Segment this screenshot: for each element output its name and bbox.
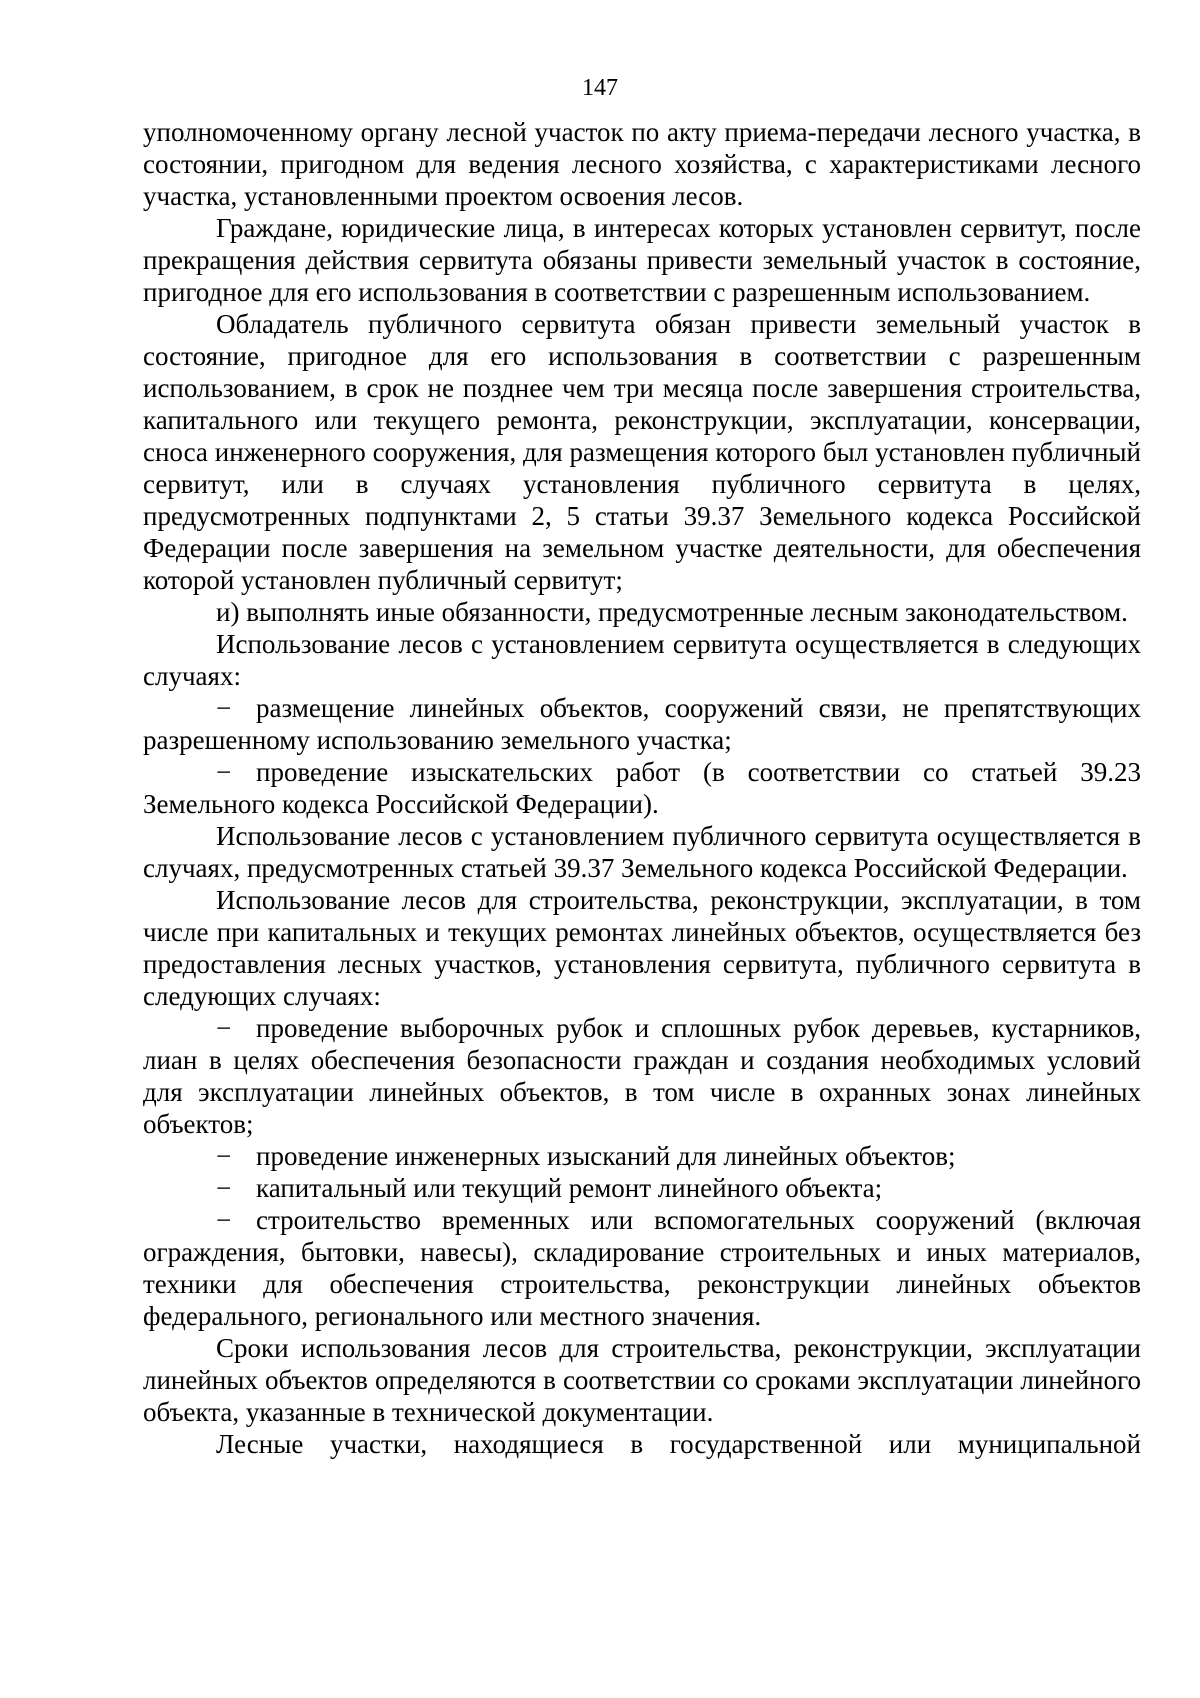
dash-bullet: − bbox=[216, 693, 232, 723]
paragraph: Обладатель публичного сервитута обязан привести земельный участок в состояние, пригодное для его использования в соответствии с разрешенным использованием, в срок не позднее чем три месяца после завершения строительства, капитального или текущего ремонта, реконструкции, эксплуатации, консервации, сноса инженерного сооружения, для размещения которого был установлен публичный сервитут, или в случаях установления публичного сервитута в целях, предусмотренных подпунктами 2, 5 статьи 39.37 Земельного кодекса Российской Федерации после завершения на земельном участке деятельности, для обеспечения которой установлен публичный сервитут; bbox=[143, 309, 1141, 595]
list-item bbox=[143, 692, 1141, 756]
list-item-text: проведение изыскательских работ (в соответствии со статьей 39.23 Земельного кодекса Российской Федерации). bbox=[143, 757, 1141, 819]
list-item bbox=[143, 1012, 1141, 1140]
list-item-text: размещение линейных объектов, сооружений связи, не препятствующих разрешенному использованию земельного участка; bbox=[143, 693, 1141, 755]
body-text bbox=[143, 116, 1141, 1460]
list-item-text: капитальный или текущий ремонт линейного объекта; bbox=[256, 1173, 883, 1203]
paragraph: Использование лесов с установлением сервитута осуществляется в следующих случаях: bbox=[143, 629, 1141, 691]
dash-bullet: − bbox=[216, 757, 232, 787]
dash-bullet: − bbox=[216, 1141, 232, 1171]
dash-bullet: − bbox=[216, 1205, 232, 1235]
paragraph: Сроки использования лесов для строительства, реконструкции, эксплуатации линейных объектов определяются в соответствии со сроками эксплуатации линейного объекта, указанные в технической документации. bbox=[143, 1333, 1141, 1427]
list-item-text: проведение выборочных рубок и сплошных рубок деревьев, кустарников, лиан в целях обеспечения безопасности граждан и создания необходимых условий для эксплуатации линейных объектов, в том числе в охранных зонах линейных объектов; bbox=[143, 1013, 1141, 1139]
paragraph: Использование лесов для строительства, реконструкции, эксплуатации, в том числе при капитальных и текущих ремонтах линейных объектов, осуществляется без предоставления лесных участков, установления сервитута, публичного сервитута в следующих случаях: bbox=[143, 885, 1141, 1011]
list-item bbox=[143, 1204, 1141, 1332]
list-item-text: проведение инженерных изысканий для линейных объектов; bbox=[256, 1141, 956, 1171]
paragraph: Лесные участки, находящиеся в государственной или муниципальной bbox=[216, 1429, 1141, 1459]
list-item bbox=[143, 756, 1141, 820]
paragraph: уполномоченному органу лесной участок по акту приема-передачи лесного участка, в состоянии, пригодном для ведения лесного хозяйства, с характеристиками лесного участка, установленными проектом освоения лесов. bbox=[143, 117, 1141, 211]
list-item bbox=[143, 1172, 1141, 1204]
dash-bullet: − bbox=[216, 1173, 232, 1203]
paragraph: Использование лесов с установлением публичного сервитута осуществляется в случаях, предусмотренных статьей 39.37 Земельного кодекса Российской Федерации. bbox=[143, 821, 1141, 883]
paragraph: Граждане, юридические лица, в интересах которых установлен сервитут, после прекращения действия сервитута обязаны привести земельный участок в состояние, пригодное для его использования в соответствии с разрешенным использованием. bbox=[143, 213, 1141, 307]
list-item bbox=[143, 1140, 1141, 1172]
dash-bullet: − bbox=[216, 1013, 232, 1043]
page-number: 147 bbox=[582, 75, 618, 101]
list-item-text: строительство временных или вспомогательных сооружений (включая ограждения, бытовки, навесы), складирование строительных и иных материалов, техники для обеспечения строительства, реконструкции линейных объектов федерального, регионального или местного значения. bbox=[143, 1205, 1141, 1331]
paragraph: и) выполнять иные обязанности, предусмотренные лесным законодательством. bbox=[216, 597, 1128, 627]
